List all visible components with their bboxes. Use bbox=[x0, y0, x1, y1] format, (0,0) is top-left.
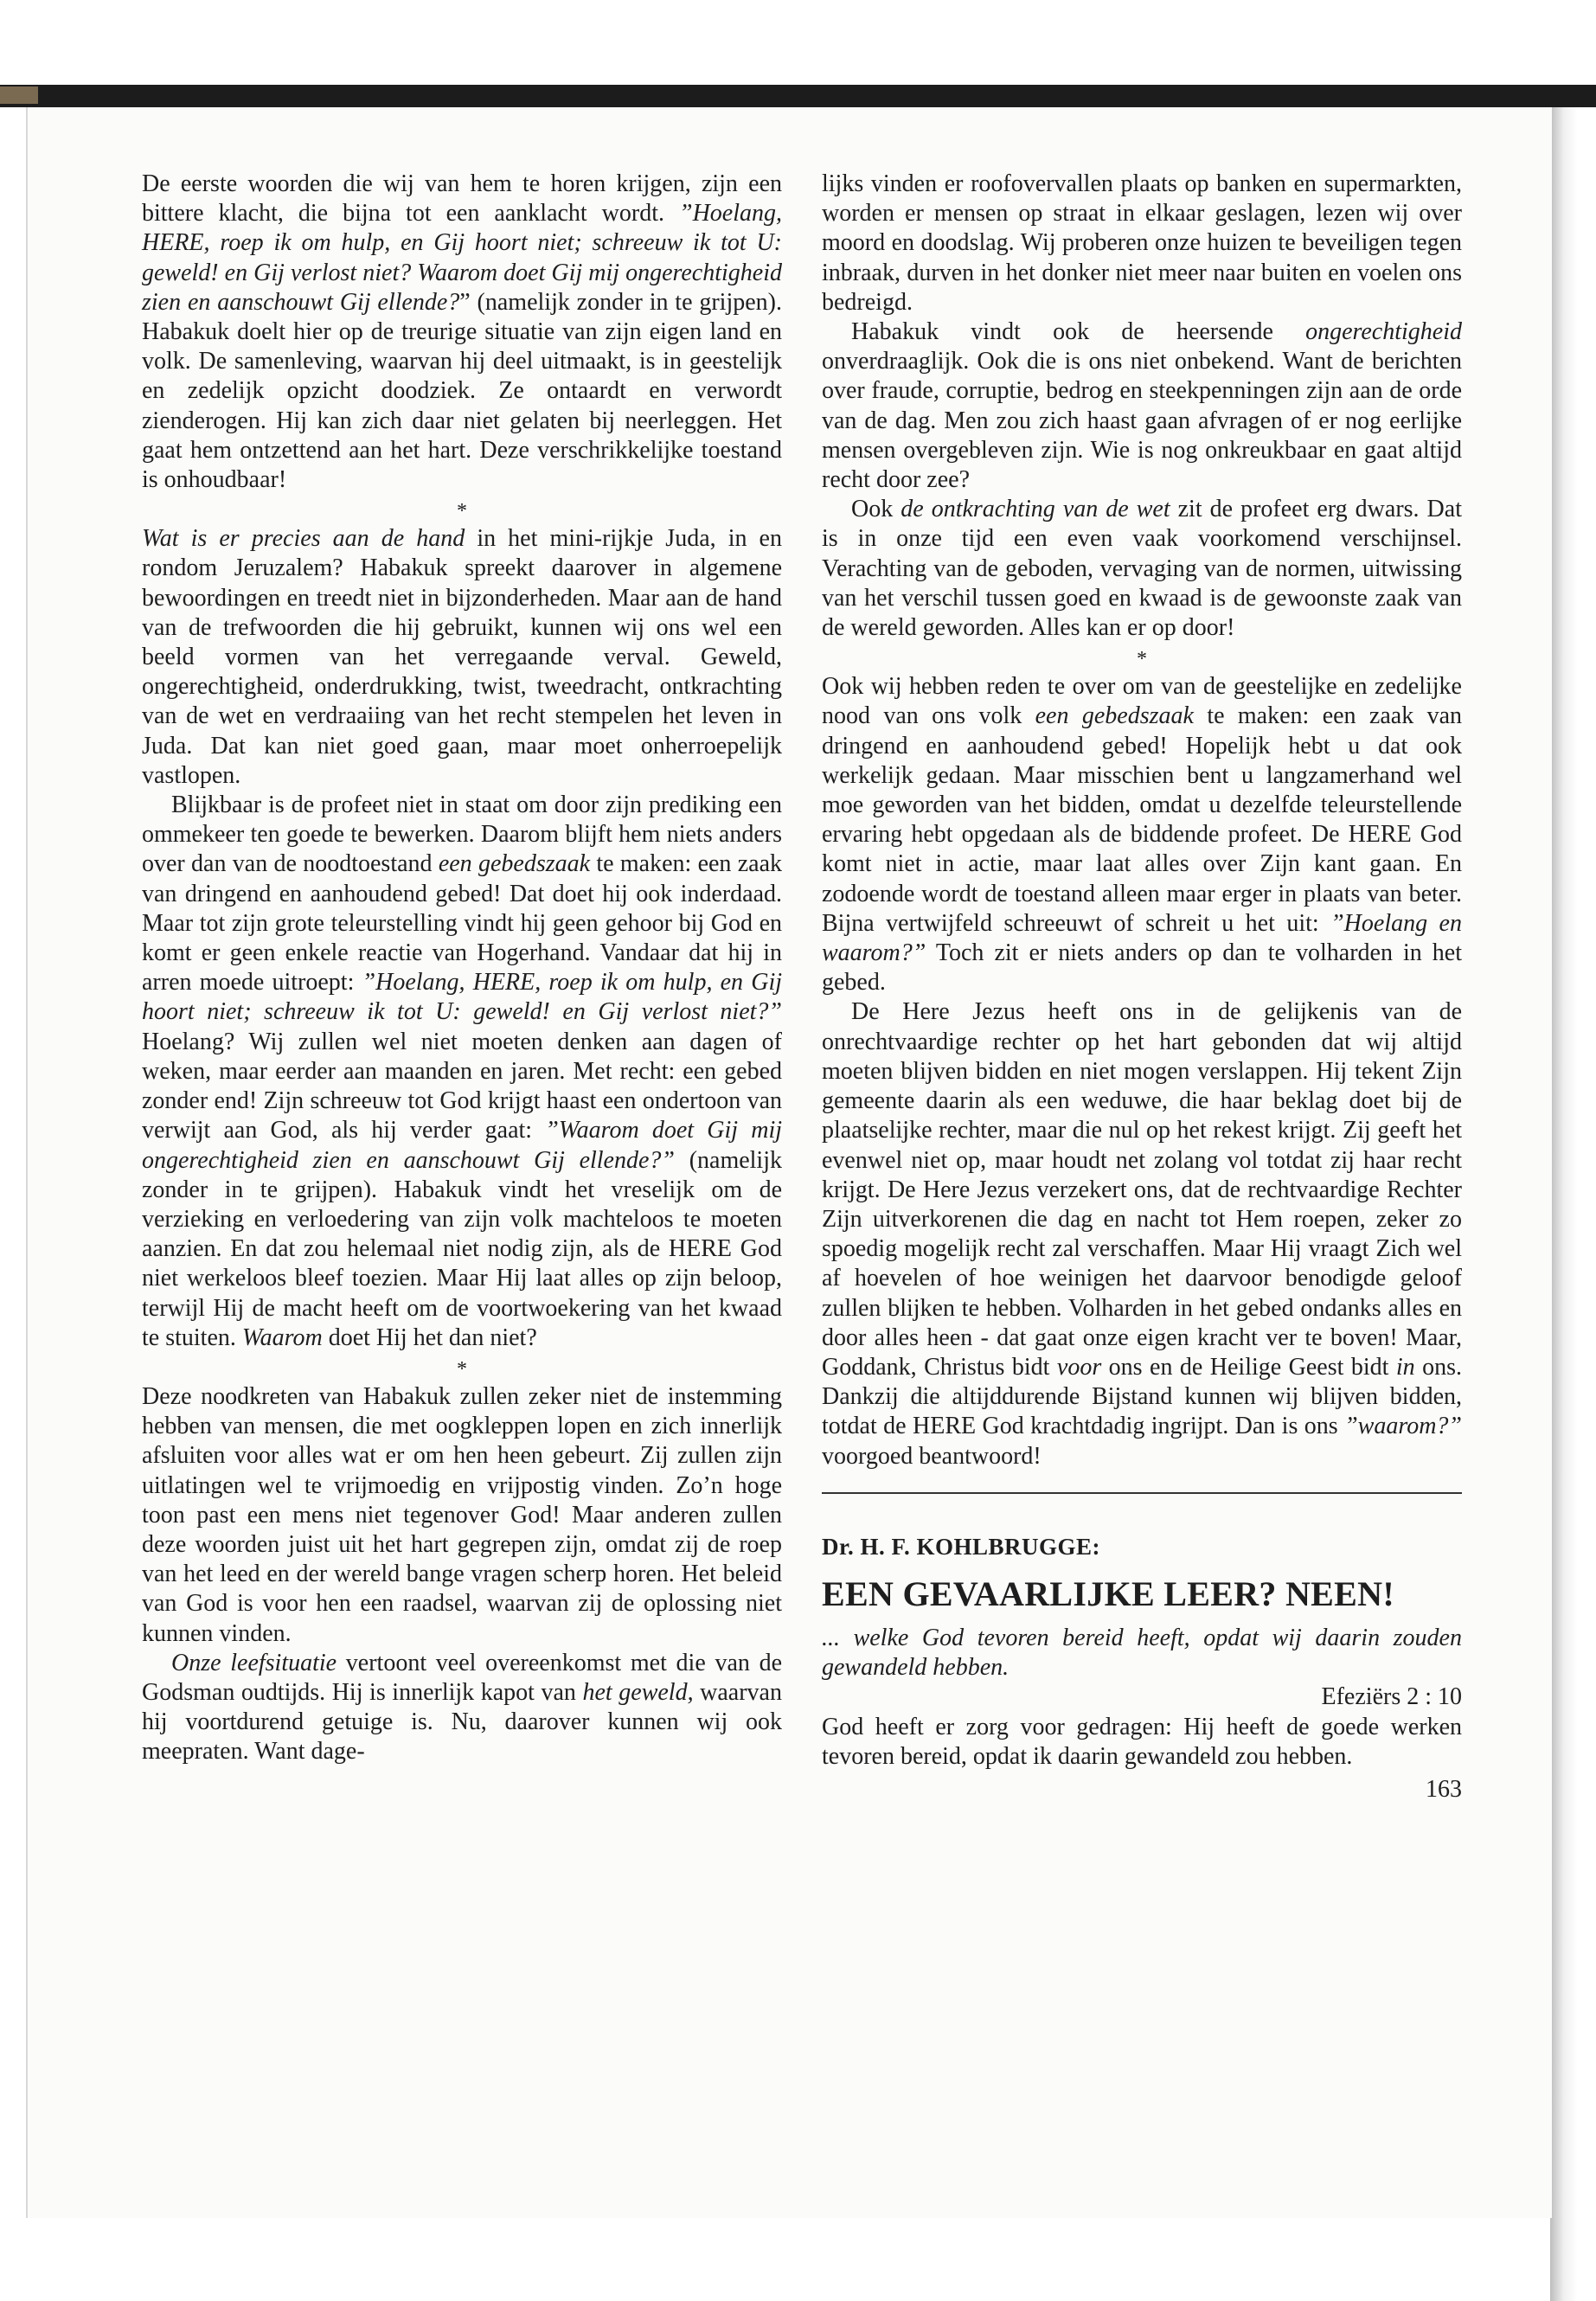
italic-emphasis: Waarom bbox=[241, 1324, 323, 1351]
italic-emphasis: ”waarom?” bbox=[1344, 1413, 1462, 1440]
section-separator: * bbox=[1137, 648, 1147, 671]
paragraph: God heeft er zorg voor gedragen: Hij heeft de goede werken tevoren bereid, opdat ik daarin gewandeld zou hebben. bbox=[822, 1713, 1462, 1770]
italic-emphasis: ”Hoelang en waarom?” bbox=[822, 909, 1462, 967]
italic-emphasis: het geweld, bbox=[582, 1678, 694, 1706]
italic-emphasis: voor bbox=[1056, 1353, 1102, 1381]
italic-emphasis: een gebedszaak bbox=[438, 850, 591, 878]
paragraph: Ook wij hebben reden te over om van de geestelijke en zedelijke nood van ons volk een gebedszaak te maken: een zaak van dringend en aanhoudend gebed! Hopelijk hebt u dat ook werkelijk gedaan. Maar misschien bent u langzamerhand wel moe geworden van het bidden, omdat u dezelfde teleurstellende ervaring hebt opgedaan als de biddende profeet. De HERE God komt niet in actie, maar laat alles over Zijn kant gaan. En zodoende wordt de toestand alleen maar erger in plaats van beter. Bijna vertwijfeld schreeuwt of schreit u het uit: ”Hoelang en waarom?” Toch zit er niets anders op dan te volharden in het gebed. bbox=[822, 673, 1463, 997]
scan-top-border bbox=[0, 85, 1596, 107]
italic-emphasis: ongerechtigheid bbox=[1305, 318, 1462, 346]
paragraph: De Here Jezus heeft ons in de gelijkenis van de onrechtvaardige rechter op het hart gebonden dat wij altijd moeten blijven bidden en niet mogen verslappen. Hij tekent Zijn gemeente daarin als een weduwe, die haar beklag doet bij de plaatselijke rechter, maar die nul op het rekest krijgt. Zij geeft het evenwel niet op, maar houdt net zolang vol totdat zij haar recht krijgt. De Here Jezus verzekert ons, dat de rechtvaardige Rechter Zijn uitverkorenen die dag en nacht tot Hem roepen, zeker zo spoedig mogelijk recht zal verschaffen. Maar Hij vraagt Zich wel af hoevelen of hoe weinigen het daarvoor benodigde geloof zullen blijken te hebben. Volharden in het gebed ondanks alles en door alles heen - dat gaat onze eigen kracht ver te boven! Maar, Goddank, Christus bidt voor ons en de Heilige Geest bidt in ons. Dankzij die altijddurende Bijstand kunnen wij blijven bidden, totdat de HERE God krachtdadig ingrijpt. Dan is ons ”waarom?” voorgoed beantwoord! bbox=[822, 998, 1462, 1470]
paragraph: Deze noodkreten van Habakuk zullen zeker niet de instemming hebben van mensen, die met oogkleppen lopen en zich innerlijk afsluiten voor alles wat er om hen heen gebeurt. Zij zullen zijn uitlatingen wel te vrijmoedig en vrijpostig vinden. Zo’n hoge toon past een mens niet tegenover God! Maar anderen zullen deze woorden juist uit het hart gegrepen zijn, omdat zij de roep van het leed en der wereld bange vragen scherp horen. Het beleid van God is voor hen een raadsel, waarvan zij de oplossing niet kunnen vinden. bbox=[142, 1382, 782, 1647]
italic-emphasis: ”Hoelang, HERE, roep ik om hulp, en Gij hoort niet; schreeuw ik tot U: geweld! en Gij verlost niet? Waarom doet Gij mij ongerechtigheid zien en aanschouwt Gij ellende? bbox=[142, 200, 782, 316]
article-author: Dr. H. F. KOHLBRUGGE: bbox=[822, 1533, 1101, 1560]
scripture-reference: Efeziërs 2 : 10 bbox=[1321, 1683, 1462, 1711]
left-column bbox=[142, 170, 782, 1767]
section-separator: * bbox=[457, 1357, 467, 1381]
article-title: EEN GEVAARLIJKE LEER? NEEN! bbox=[822, 1574, 1394, 1613]
italic-emphasis: ”Waarom doet Gij mij ongerechtigheid zien en aanschouwt Gij ellende?” bbox=[142, 1117, 783, 1174]
paragraph: De eerste woorden die wij van hem te horen krijgen, zijn een bittere klacht, die bijna tot een aanklacht wordt. ”Hoelang, HERE, roep ik om hulp, en Gij hoort niet; schreeuw ik tot U: geweld! en Gij verlost niet? Waarom doet Gij mij ongerechtigheid zien en aanschouwt Gij ellende?” (namelijk zonder in te grijpen). Habakuk doelt hier op de treurige situatie van zijn eigen land en volk. De samenleving, waarvan hij deel uitmaakt, is in geestelijk en zedelijk opzicht doodziek. Ze ontaardt en verwordt zienderogen. Hij kan zich daar niet gelaten bij neerleggen. Het gaat hem ontzettend aan het hart. Deze verschrikkelijke toestand is onhoudbaar! bbox=[142, 170, 782, 494]
paragraph: Habakuk vindt ook de heersende ongerechtigheid onverdraaglijk. Ook die is ons niet onbekend. Want de berichten over fraude, corruptie, bedrog en steekpenningen zijn aan de orde van de dag. Men zou zich haast gaan afvragen of er nog eerlijke mensen overgebleven zijn. Wie is nog onkreukbaar en gaat altijd recht door zee? bbox=[822, 318, 1462, 494]
italic-emphasis: Onze leefsituatie bbox=[171, 1649, 337, 1676]
page-number: 163 bbox=[1426, 1775, 1462, 1803]
right-column bbox=[822, 170, 1462, 1804]
scan-right-margin bbox=[1550, 107, 1596, 2301]
section-divider bbox=[822, 1492, 1462, 1494]
epigraph-quote: ... welke God tevoren bereid heeft, opdat wij daarin zouden gewandeld hebben. bbox=[822, 1624, 1462, 1682]
italic-emphasis: in bbox=[1395, 1353, 1415, 1381]
italic-emphasis: de ontkrachting van de wet bbox=[901, 496, 1170, 523]
paragraph: Ook de ontkrachting van de wet zit de profeet erg dwars. Dat is in onze tijd een even vaak voorkomend verschijnsel. Verachting van de geboden, vervaging van de normen, uitwissing van het verschil tussen goed en kwaad is de gewoonste zaak van de wereld geworden. Alles kan er op door! bbox=[822, 496, 1462, 642]
section-separator: * bbox=[457, 500, 467, 523]
italic-emphasis: Wat is er precies aan de hand bbox=[142, 525, 465, 553]
paragraph: Onze leefsituatie vertoont veel overeenkomst met die van de Godsman oudtijds. Hij is innerlijk kapot van het geweld, waarvan hij voortdurend getuige is. Nu, daarover kunnen wij ook meepraten. Want dage- bbox=[142, 1649, 782, 1766]
italic-emphasis: een gebedszaak bbox=[1035, 702, 1194, 730]
italic-emphasis: ”Hoelang, HERE, roep ik om hulp, en Gij hoort niet; schreeuw ik tot U: geweld! en Gij verlost niet?” bbox=[142, 969, 783, 1026]
scan-corner-mark bbox=[0, 87, 38, 104]
paragraph: Wat is er precies aan de hand in het mini-rijkje Juda, in en rondom Jeruzalem? Habakuk spreekt daarover in algemene bewoordingen en treedt niet in bijzonderheden. Maar aan de hand van de trefwoorden die hij gebruikt, kunnen wij ons wel een beeld vormen van het verregaande verval. Geweld, ongerechtigheid, onderdrukking, twist, tweedracht, ontkrachting van de wet en verdraaiing van het recht stempelen het leven in Juda. Dat kan niet goed gaan, maar moet onherroepelijk vastlopen. bbox=[142, 525, 782, 789]
paragraph: Blijkbaar is de profeet niet in staat om door zijn prediking een ommekeer ten goede te bewerken. Daarom blijft hem niets anders over dan van de noodtoestand een gebedszaak te maken: een zaak van dringend en aanhoudend gebed! Dat doet hij ook inderdaad. Maar tot zijn grote teleurstelling vindt hij geen gehoor bij God en komt er geen enkele reactie van Hogerhand. Vandaar dat hij in arren moede uitroept: ”Hoelang, HERE, roep ik om hulp, en Gij hoort niet; schreeuw ik tot U: geweld! en Gij verlost niet?” Hoelang? Wij zullen wel niet moeten denken aan dagen of weken, maar eerder aan maanden en jaren. Met recht: een gebed zonder end! Zijn schreeuw tot God krijgt haast een ondertoon van verwijt aan God, als hij verder gaat: ”Waarom doet Gij mij ongerechtigheid zien en aanschouwt Gij ellende?” (namelijk zonder in te grijpen). Habakuk vindt het vreselijk om de verzieking en verloedering van zijn volk machteloos te moeten aanzien. En dat zou helemaal niet nodig zijn, als de HERE God niet werkeloos bleef toezien. Maar Hij laat alles op zijn beloop, terwijl Hij de macht heeft om de voortwoekering van het kwaad te stuiten. Waarom doet Hij het dan niet? bbox=[142, 792, 783, 1351]
paragraph: lijks vinden er roofovervallen plaats op banken en supermarkten, worden er mensen op straat in elkaar geslagen, lezen wij over moord en doodslag. Wij proberen onze huizen te beveiligen tegen inbraak, durven in het donker niet meer naar buiten en voelen ons bedreigd. bbox=[822, 170, 1462, 316]
